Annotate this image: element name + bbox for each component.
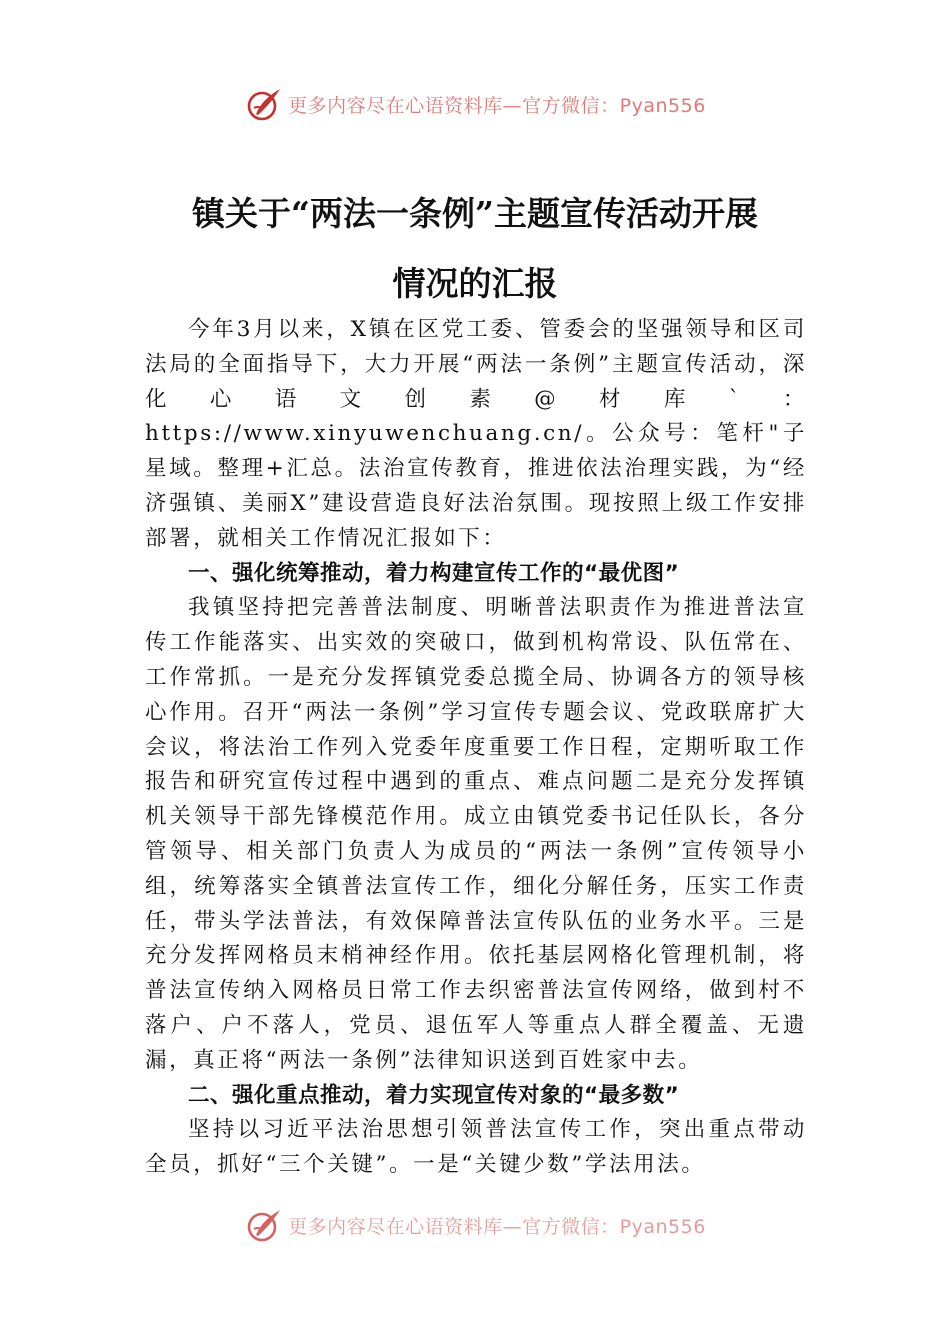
document-body bbox=[145, 313, 807, 1183]
section1-heading: 一、强化统筹推动，着力构建宣传工作的“最优图” bbox=[188, 560, 680, 586]
document-title-line1: 镇关于“两法一条例”主题宣传活动开展 bbox=[192, 194, 758, 233]
quill-pen-logo-icon bbox=[244, 1205, 284, 1245]
watermark-text: 更多内容尽在心语资料库—官方微信：Pyan556 bbox=[288, 1215, 706, 1238]
document-title-line2: 情况的汇报 bbox=[392, 264, 558, 303]
quill-pen-logo-icon bbox=[244, 84, 284, 124]
watermark-bottom bbox=[0, 1205, 950, 1245]
intro-paragraph: 今年3月以来，X镇在区党工委、管委会的坚强领导和区司法局的全面指导下，大力开展“两法一条例”主题宣传活动，深化心语文创素@材库`：https://www.xinyuwenchuang.cn/。公众号：笔杆"子星域。整理+汇总。法治宣传教育，推进依法治理实践，为“经济强镇、美丽X”建设营造良好法治氛围。现按照上级工作安排部署，就相关工作情况汇报如下： bbox=[145, 317, 807, 551]
section2-paragraph: 坚持以习近平法治思想引领普法宣传工作，突出重点带动全员，抓好“三个关键”。一是“关键少数”学法用法。 bbox=[145, 1117, 807, 1178]
section2-heading: 二、强化重点推动，着力实现宣传对象的“最多数” bbox=[188, 1082, 680, 1108]
watermark-top bbox=[0, 84, 950, 124]
section1-paragraph: 我镇坚持把完善普法制度、明晰普法职责作为推进普法宣传工作能落实、出实效的突破口，做到机构常设、队伍常在、工作常抓。一是充分发挥镇党委总揽全局、协调各方的领导核心作用。召开“两法一条例”学习宣传专题会议、党政联席扩大会议，将法治工作列入党委年度重要工作日程，定期听取工作报告和研究宣传过程中遇到的重点、难点问题二是充分发挥镇机关领导干部先锋模范作用。成立由镇党委书记任队长，各分管领导、相关部门负责人为成员的“两法一条例”宣传领导小组，统筹落实全镇普法宣传工作，细化分解任务，压实工作责任，带头学法普法，有效保障普法宣传队伍的业务水平。三是充分发挥网格员末梢神经作用。依托基层网格化管理机制，将普法宣传纳入网格员日常工作去织密普法宣传网络，做到村不落户、户不落人，党员、退伍军人等重点人群全覆盖、无遗漏，真正将“两法一条例”法律知识送到百姓家中去。 bbox=[145, 595, 807, 1073]
watermark-text: 更多内容尽在心语资料库—官方微信：Pyan556 bbox=[288, 94, 706, 117]
